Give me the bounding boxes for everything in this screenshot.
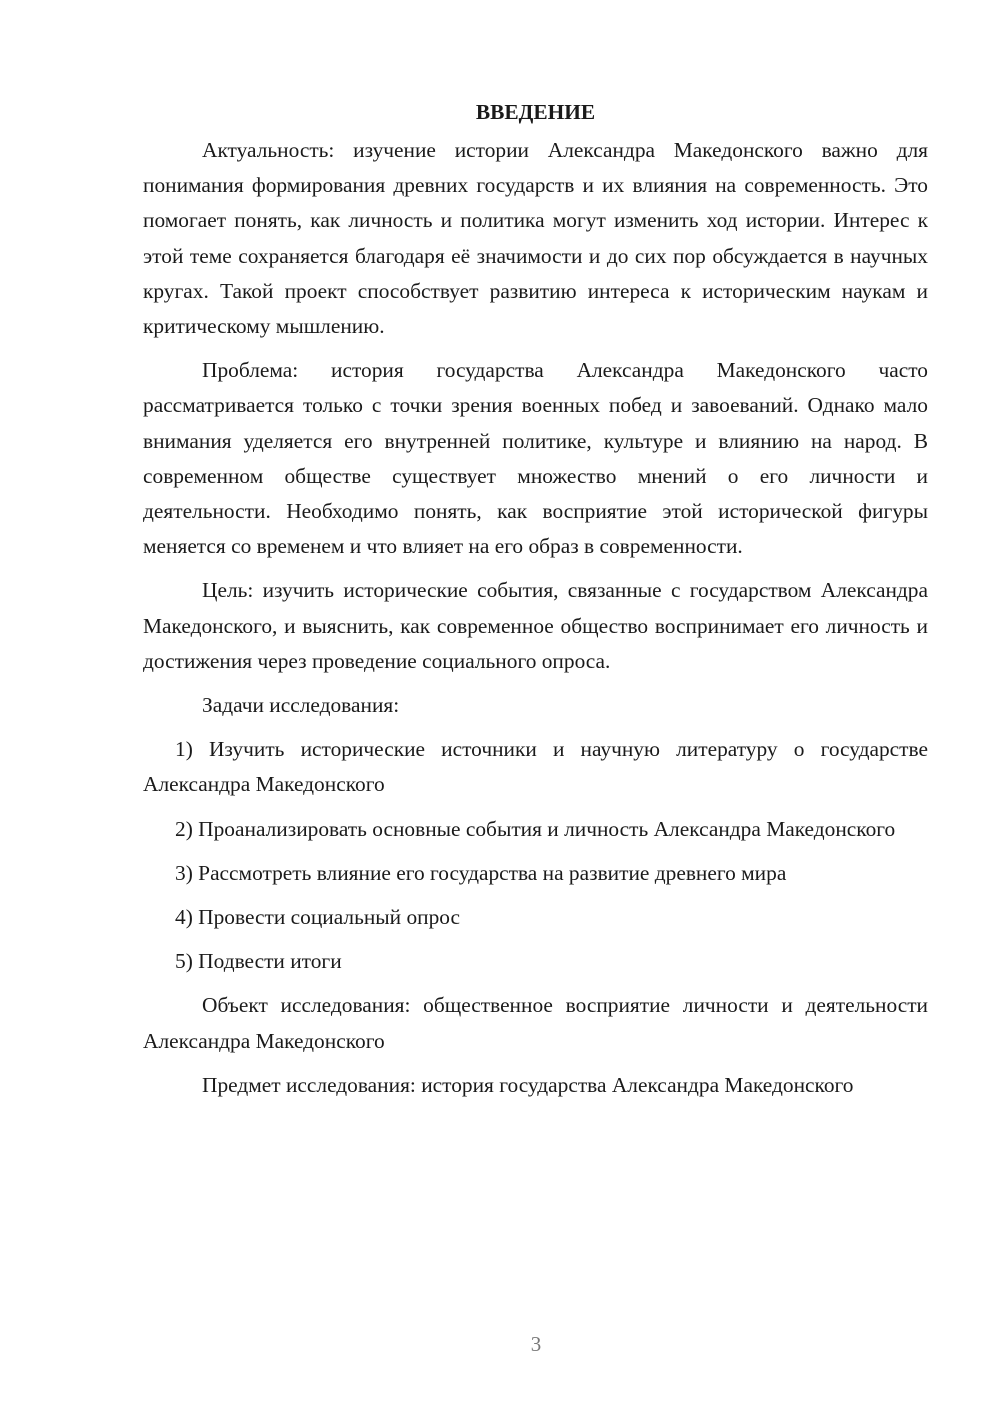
task-item-2: 2) Проанализировать основные события и личность Александра Македонского [175, 816, 896, 841]
document-page [143, 95, 928, 1112]
object-paragraph: Объект исследования: общественное восприятие личности и деятельности Александра Македонского [143, 993, 928, 1053]
page-title: ВВЕДЕНИЕ [475, 100, 596, 124]
relevance-paragraph: Актуальность: изучение истории Александра Македонского важно для понимания формирования древних государств и их влияния на современность. Это помогает понять, как личность и политика могут изменить ход истории. Интерес к этой теме сохраняется благодаря её значимости и до сих пор обсуждается в научных кругах. Такой проект способствует развитию интереса к историческим наукам и критическому мышлению. [143, 138, 928, 339]
problem-paragraph: Проблема: история государства Александра Македонского часто рассматривается только с точки зрения военных побед и завоеваний. Однако мало внимания уделяется его внутренней политике, культуре и влиянию на народ. В современном обществе существует множество мнений о его личности и деятельности. Необходимо понять, как восприятие этой исторической фигуры меняется со временем и что влияет на его образ в современности. [143, 358, 928, 559]
task-item-5: 5) Подвести итоги [175, 949, 342, 974]
subject-paragraph: Предмет исследования: история государства Александра Македонского [202, 1072, 854, 1097]
page-number: 3 [530, 1332, 542, 1356]
tasks-heading: Задачи исследования: [202, 693, 400, 718]
task-item-1: 1) Изучить исторические источники и научную литературу о государстве Александра Македонского [143, 737, 928, 797]
goal-paragraph: Цель: изучить исторические события, связанные с государством Александра Македонского, и выяснить, как современное общество воспринимает его личность и достижения через проведение социального опроса. [143, 578, 928, 673]
task-item-4: 4) Провести социальный опрос [175, 905, 461, 930]
task-item-3: 3) Рассмотреть влияние его государства на развитие древнего мира [175, 860, 787, 885]
